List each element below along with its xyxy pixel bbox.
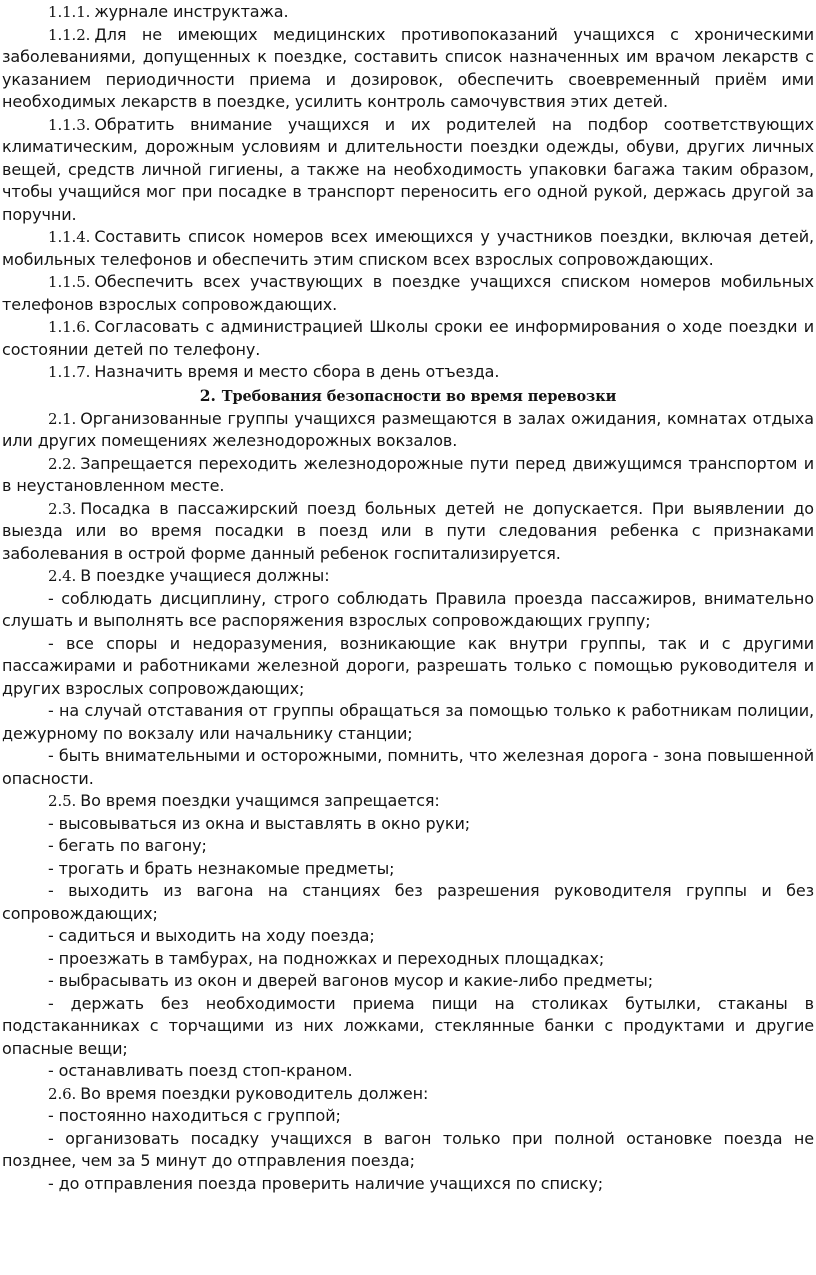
section-2-list xyxy=(2,408,814,1196)
list-item: - выбрасывать из окон и дверей вагонов мусор и какие-либо предметы; xyxy=(48,971,653,990)
paragraph-1-1-7: 1.1.7. Назначить время и место сбора в день отъезда. xyxy=(48,362,500,381)
paragraph-1-1-4: 1.1.4. Составить список номеров всех имеющихся у участников поездки, включая детей, мобильных телефонов и обеспечить этим списком всех взрослых сопровождающих. xyxy=(2,227,814,269)
list-item: - выходить из вагона на станциях без разрешения руководителя группы и без сопровождающих; xyxy=(2,881,814,923)
paragraph-2-1: 2.1. Организованные группы учащихся размещаются в залах ожидания, комнатах отдыха или других помещениях железнодорожных вокзалов. xyxy=(2,408,814,450)
list-item: - все споры и недоразумения, возникающие как внутри группы, так и с другими пассажирами и работниками железной дороги, разрешать только с помощью руководителя и других взрослых сопровождающих; xyxy=(2,633,814,698)
list-item: - держать без необходимости приема пищи на столиках бутылки, стаканы в подстаканниках с торчащими из них ложками, стеклянные банки с продуктами и другие опасные вещи; xyxy=(2,993,814,1058)
list-item: - проезжать в тамбурах, на подножках и переходных площадках; xyxy=(48,948,605,968)
paragraph-1-1-1: 1.1.1. журнале инструктажа. xyxy=(48,2,289,21)
paragraph-2-2: 2.2. Запрещается переходить железнодорожные пути перед движущимся транспортом и в неустановленном месте. xyxy=(2,453,814,495)
paragraph-2-4: 2.4. В поездке учащиеся должны: xyxy=(48,566,330,585)
paragraph-2-5: 2.5. Во время поездки учащимся запрещается: xyxy=(48,791,440,810)
list-item: - трогать и брать незнакомые предметы; xyxy=(48,858,395,878)
section-1-list xyxy=(2,1,814,384)
list-item: - бегать по вагону; xyxy=(48,836,207,855)
list-item: - соблюдать дисциплину, строго соблюдать Правила проезда пассажиров, внимательно слушать и выполнять все распоряжения взрослых сопровождающих группу; xyxy=(2,588,814,630)
list-item: - на случай отставания от группы обращаться за помощью только к работникам полиции, дежурному по вокзалу или начальнику станции; xyxy=(2,701,814,743)
list-item: - до отправления поезда проверить наличие учащихся по списку; xyxy=(48,1173,604,1193)
paragraph-2-6: 2.6. Во время поездки руководитель должен: xyxy=(48,1083,429,1103)
list-item: - высовываться из окна и выставлять в окно руки; xyxy=(48,813,471,833)
list-item: - постоянно находиться с группой; xyxy=(48,1106,341,1125)
section-2-heading: 2. Требования безопасности во время перевозки xyxy=(199,385,617,405)
list-item: - организовать посадку учащихся в вагон только при полной остановке поезда не позднее, чем за 5 минут до отправления поезда; xyxy=(2,1128,814,1170)
paragraph-1-1-2: 1.1.2. Для не имеющих медицинских противопоказаний учащихся с хроническими заболеваниями, допущенных к поездке, составить список назначенных им врачом лекарств с указанием периодичности приема и дозировок, обеспечить своевременный приём ими необходимых лекарств в поездке, усилить контроль самочувствия этих детей. xyxy=(2,24,814,111)
paragraph-2-3: 2.3. Посадка в пассажирский поезд больных детей не допускается. При выявлении до выезда или во время посадки в поезд или в пути следования ребенка с признаками заболевания в острой форме данный ребенок госпитализируется. xyxy=(2,498,814,563)
paragraph-1-1-6: 1.1.6. Согласовать с администрацией Школы сроки ее информирования о ходе поездки и состоянии детей по телефону. xyxy=(2,317,814,359)
list-item: - садиться и выходить на ходу поезда; xyxy=(48,926,375,945)
list-item: - останавливать поезд стоп-краном. xyxy=(48,1061,353,1080)
paragraph-1-1-3: 1.1.3. Обратить внимание учащихся и их родителей на подбор соответствующих климатическим, дорожным условиям и длительности поездки одежды, обуви, других личных вещей, средств личной гигиены, а также на необходимость упаковки багажа таким образом, чтобы учащийся мог при посадке в транспорт переносить его одной рукой, держась другой за поручни. xyxy=(2,114,814,224)
paragraph-1-1-5: 1.1.5. Обеспечить всех участвующих в поездке учащихся списком номеров мобильных телефонов взрослых сопровождающих. xyxy=(2,272,814,314)
list-item: - быть внимательными и осторожными, помнить, что железная дорога - зона повышенной опасности. xyxy=(2,746,814,788)
